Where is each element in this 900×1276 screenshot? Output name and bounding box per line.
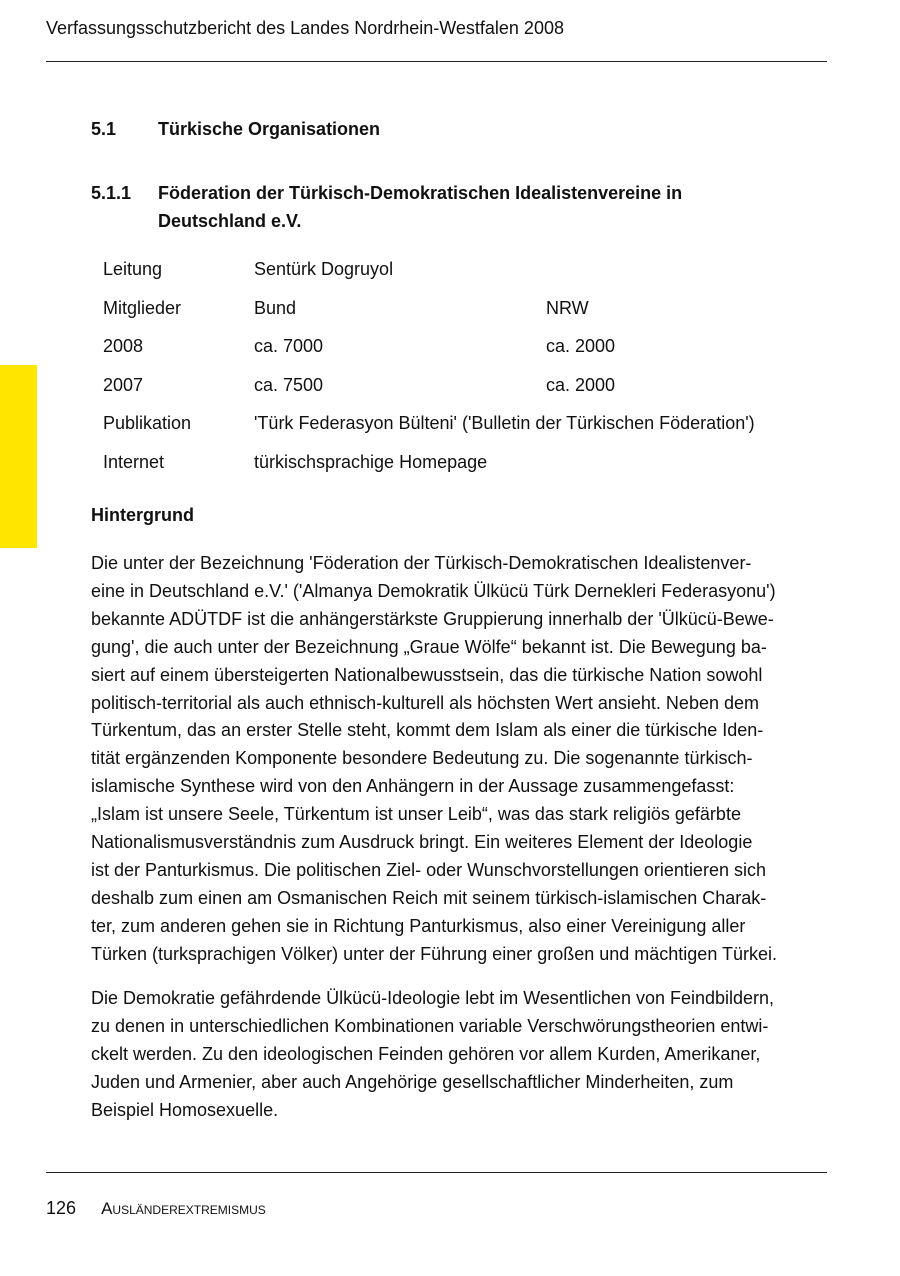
text-line: Die Demokratie gefährdende Ülkücü-Ideologie lebt im Wesentlichen von Feindbildern,	[91, 988, 775, 1008]
text-line: siert auf einem übersteigerten Nationalbewusstsein, das die türkische Nation sowohl	[91, 664, 763, 685]
info-label: Mitglieder	[103, 297, 182, 318]
info-value: ca. 7000	[254, 336, 324, 357]
text-line: Nationalismusverständnis zum Ausdruck bringt. Ein weiteres Element der Ideologie	[91, 832, 753, 853]
text-line: islamische Synthese wird von den Anhängern in der Aussage zusammengefasst:	[91, 776, 735, 797]
subsection-number: 5.1.1	[91, 183, 132, 203]
text-line: ist der Panturkismus. Die politischen Ziel- oder Wunschvorstellungen orientieren sich	[91, 859, 766, 880]
text-line: politisch-territorial als auch ethnisch-kulturell als höchsten Wert ansieht. Neben dem	[91, 692, 759, 713]
chapter-marker	[0, 365, 37, 548]
text-line: bekannte ADÜTDF ist die anhängerstärkste Gruppierung innerhalb der 'Ülkücü-Bewe-	[91, 608, 774, 629]
text-line: zu denen in unterschiedlichen Kombinationen variable Verschwörungstheorien entwi-	[91, 1015, 769, 1036]
info-value: ca. 7500	[254, 374, 324, 395]
text-line: ckelt werden. Zu den ideologischen Feinden gehören vor allem Kurden, Amerikaner,	[91, 1043, 761, 1064]
section-title: Türkische Organisationen	[158, 119, 381, 139]
info-value-nrw: NRW	[546, 297, 589, 318]
background-paragraph-2	[91, 985, 831, 1125]
background-heading: Hintergrund	[91, 505, 194, 525]
footer-section-name: Ausländerextremismus	[101, 1199, 266, 1218]
info-label: Publikation	[103, 413, 192, 434]
info-label: Internet	[103, 451, 165, 472]
info-value: 'Türk Federasyon Bülteni' ('Bulletin der Türkischen Föderation')	[254, 413, 755, 434]
subsection-title	[158, 179, 778, 235]
text-line: gung', die auch unter der Bezeichnung „Graue Wölfe“ bekannt ist. Die Bewegung ba-	[91, 636, 767, 657]
info-value: Bund	[254, 297, 297, 318]
subsection-title-line: Föderation der Türkisch-Demokratischen Idealistenvereine in	[158, 183, 683, 203]
footer-divider	[46, 1172, 827, 1173]
info-value-nrw: ca. 2000	[546, 374, 616, 395]
page-number: 126	[46, 1198, 77, 1218]
info-value: Sentürk Dogruyol	[254, 259, 394, 279]
text-line: Beispiel Homosexuelle.	[91, 1099, 279, 1120]
text-line: Türkentum, das an erster Stelle steht, kommt dem Islam als einer die türkische Iden-	[91, 720, 764, 741]
text-line: tität ergänzenden Komponente besondere Bedeutung zu. Die sogenannte türkisch-	[91, 748, 753, 769]
text-line: ter, zum anderen gehen sie in Richtung Panturkismus, also einer Vereinigung aller	[91, 915, 746, 936]
info-value: türkischsprachige Homepage	[254, 451, 488, 472]
info-label: 2008	[103, 336, 144, 357]
text-line: eine in Deutschland e.V.' ('Almanya Demokratik Ülkücü Türk Dernekleri Federasyonu')	[91, 580, 776, 601]
info-label: Leitung	[103, 259, 163, 279]
header-divider	[46, 61, 827, 62]
info-value-nrw: ca. 2000	[546, 336, 616, 357]
section-number: 5.1	[91, 119, 117, 139]
background-paragraph-1	[91, 550, 831, 969]
info-label: 2007	[103, 374, 144, 395]
text-line: Die unter der Bezeichnung 'Föderation der Türkisch-Demokratischen Idealistenver-	[91, 553, 752, 573]
running-header: Verfassungsschutzbericht des Landes Nordrhein-Westfalen 2008	[46, 18, 564, 38]
text-line: Türken (turksprachigen Völker) unter der Führung einer großen und mächtigen Türkei.	[91, 943, 778, 964]
page-footer	[46, 1198, 266, 1219]
text-line: deshalb zum einen am Osmanischen Reich mit seinem türkisch-islamischen Charak-	[91, 887, 767, 908]
text-line: Juden und Armenier, aber auch Angehörige gesellschaftlicher Minderheiten, zum	[91, 1071, 734, 1092]
subsection-title-line: Deutschland e.V.	[158, 211, 302, 231]
text-line: „Islam ist unsere Seele, Türkentum ist unser Leib“, was das stark religiös gefärbte	[91, 804, 741, 825]
